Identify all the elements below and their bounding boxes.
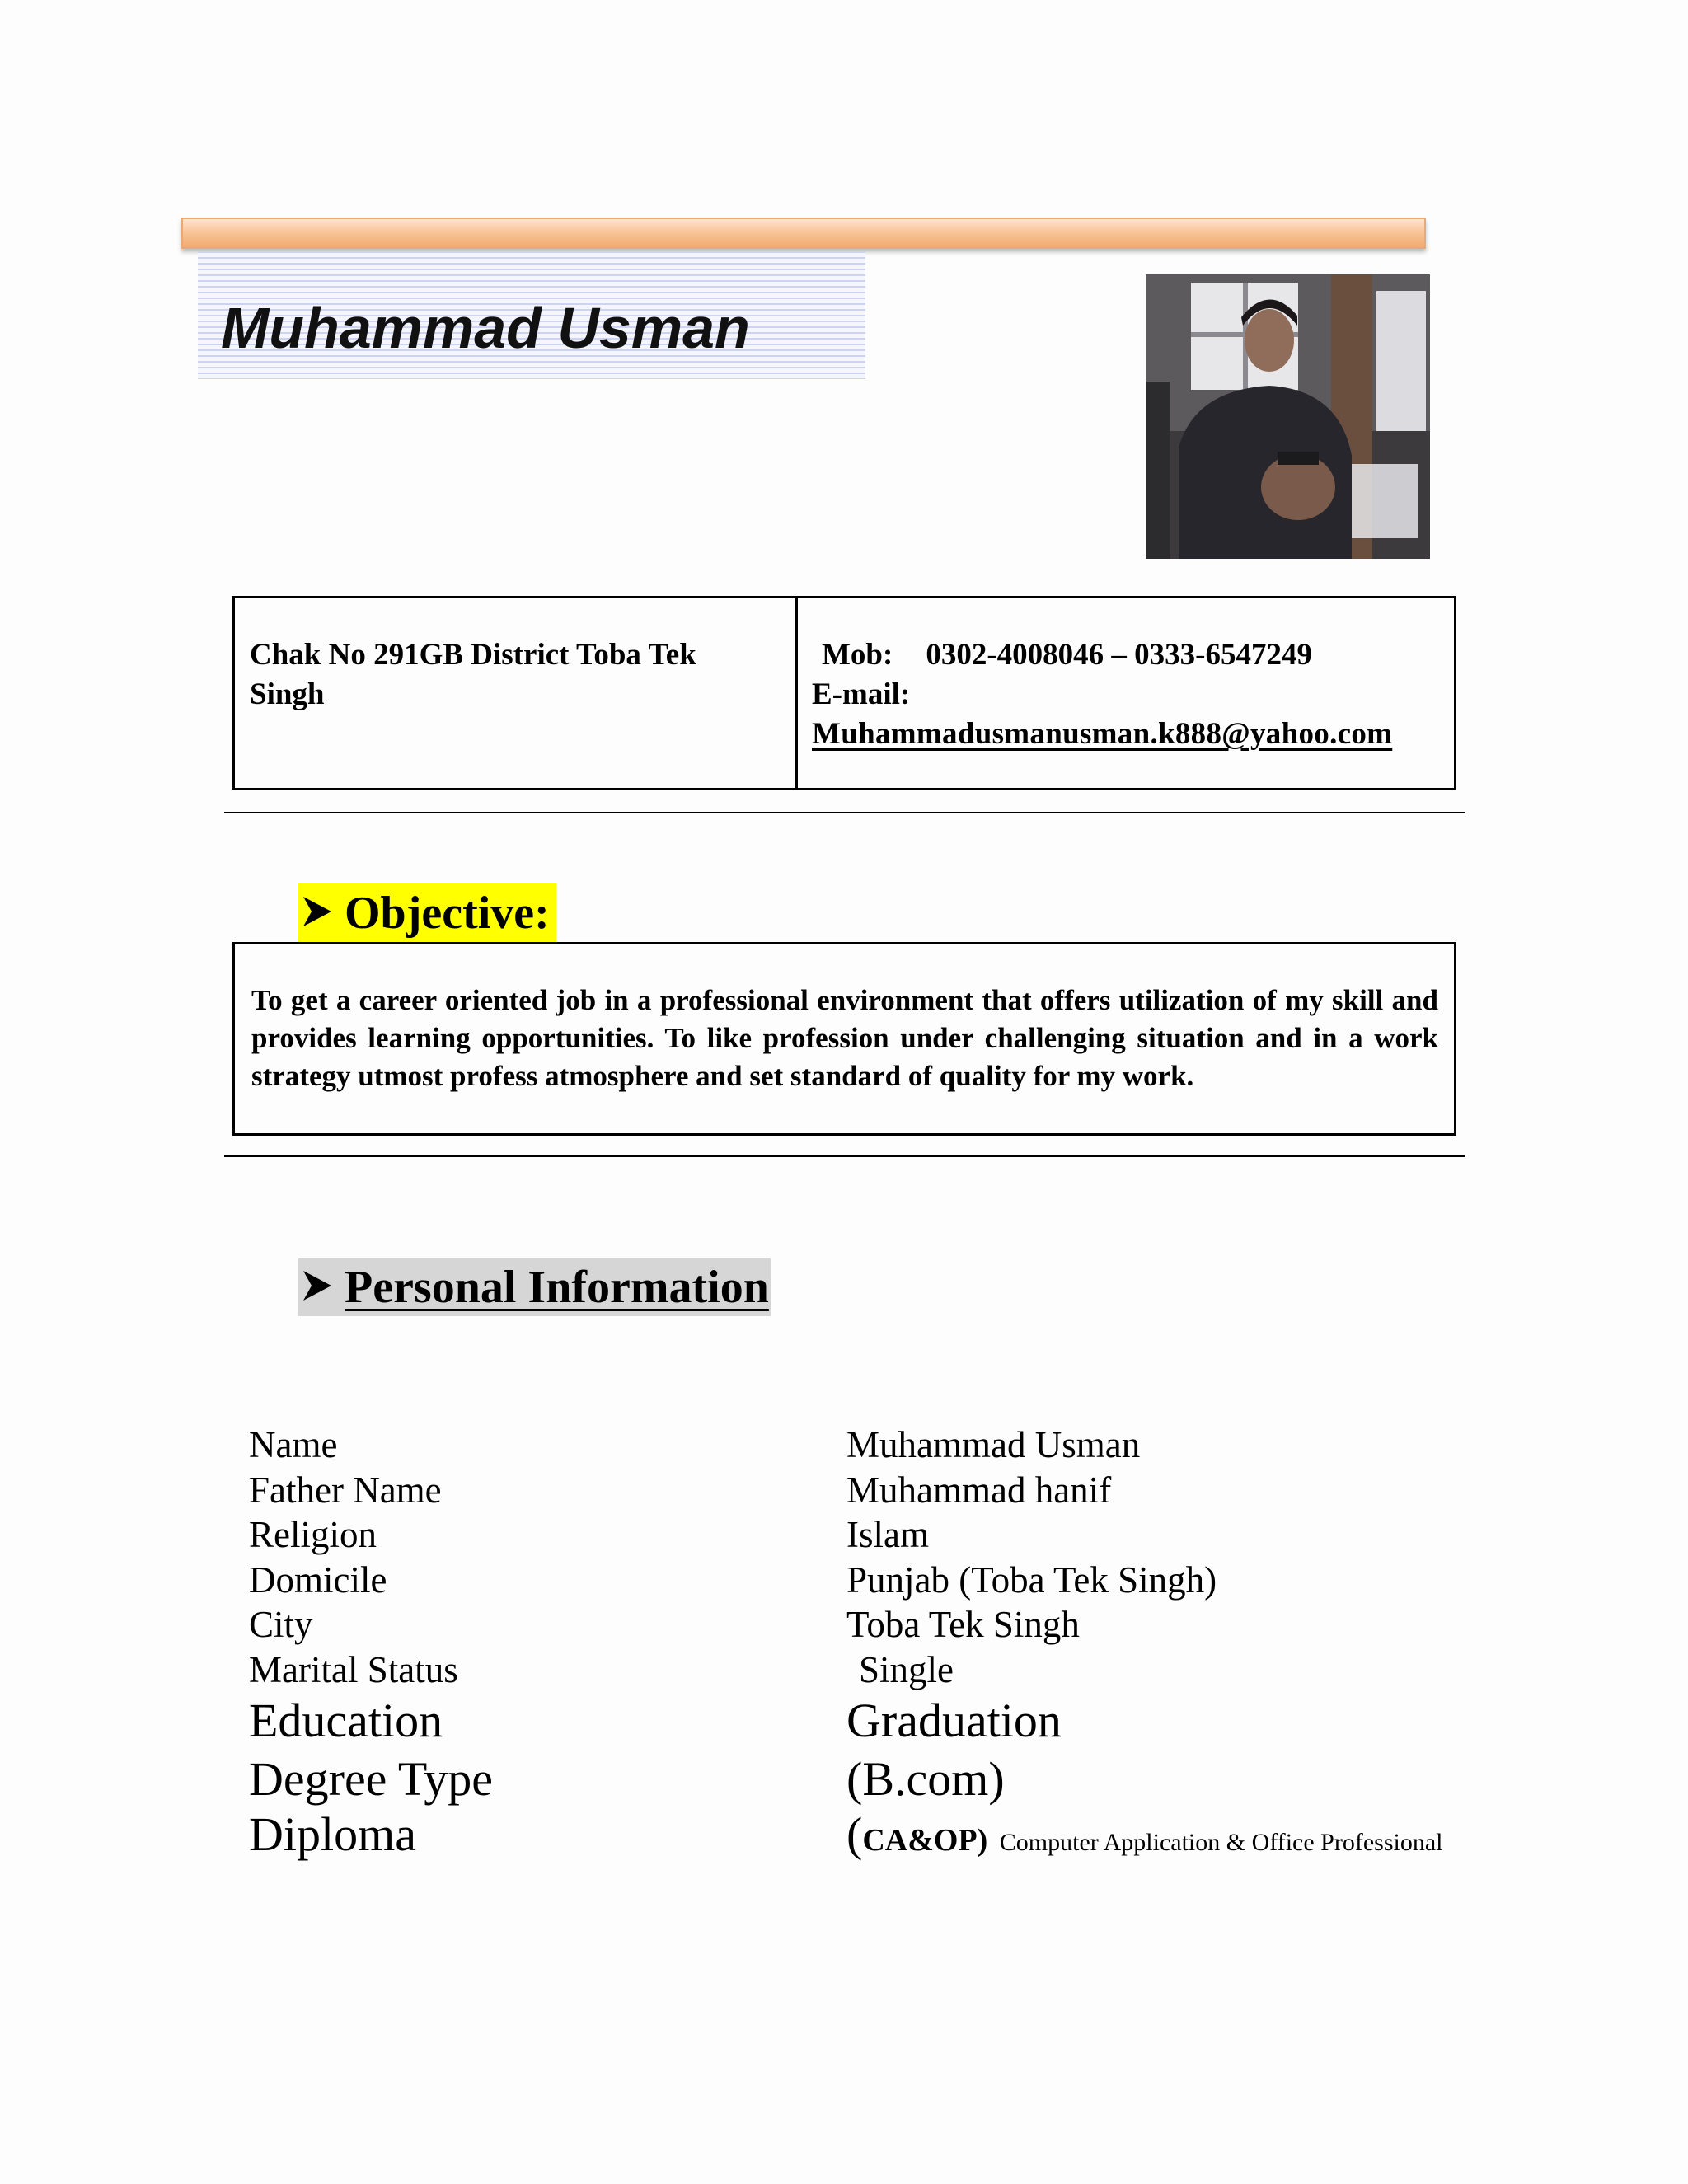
objective-heading-label: Objective: (345, 888, 550, 939)
contact-details (812, 635, 1438, 754)
info-value: Muhammad hanif (846, 1469, 1112, 1511)
candidate-name: Muhammad Usman (221, 296, 750, 360)
arrow-bullet-icon (302, 1261, 333, 1314)
info-row-father-name (249, 1469, 1444, 1514)
info-row-name (249, 1423, 1444, 1469)
email-link[interactable]: Muhammadusmanusman.k888@yahoo.com (812, 717, 1393, 751)
info-row-marital-status (249, 1648, 1444, 1694)
diploma-open-paren: ( (846, 1807, 863, 1861)
mob-label: Mob: (822, 638, 893, 672)
info-row-diploma (249, 1807, 1444, 1864)
info-label: Religion (249, 1514, 377, 1555)
mob-numbers: 0302-4008046 – 0333-6547249 (926, 638, 1312, 672)
info-value: (B.com) (846, 1752, 1005, 1806)
info-label: City (249, 1604, 313, 1645)
info-value: Punjab (Toba Tek Singh) (846, 1559, 1217, 1601)
info-value-diploma (846, 1807, 1442, 1862)
info-label: Domicile (249, 1559, 387, 1601)
header-decorative-bar (181, 218, 1426, 249)
info-value: Graduation (846, 1694, 1062, 1747)
info-label: Education (249, 1694, 443, 1747)
diploma-code: CA&OP) (862, 1823, 988, 1858)
personal-info-heading-label: Personal Information (345, 1262, 769, 1313)
info-label: Marital Status (249, 1649, 458, 1690)
info-row-religion (249, 1513, 1444, 1558)
divider-line (224, 1155, 1465, 1157)
email-label: E-mail: (812, 677, 911, 711)
objective-text: To get a career oriented job in a professional environment that offers utilization of my skill and provides learning opportunities. To like profession under challenging situation and in a work strategy utmost profess atmosphere and set standard of quality for my work. (251, 984, 1438, 1092)
mobile-line (812, 635, 1438, 675)
info-label: Father Name (249, 1469, 442, 1511)
info-row-education (249, 1693, 1444, 1750)
arrow-bullet-icon (302, 887, 333, 940)
contact-divider (795, 598, 798, 788)
info-row-city (249, 1603, 1444, 1648)
info-label: Degree Type (249, 1752, 494, 1806)
diploma-description: Computer Application & Office Professional (999, 1829, 1443, 1856)
info-label: Name (249, 1424, 338, 1465)
contact-box (232, 596, 1456, 790)
address: Chak No 291GB District Toba Tek Singh (250, 638, 696, 711)
info-row-degree-type (249, 1751, 1444, 1809)
info-label: Diploma (249, 1807, 416, 1861)
objective-box (232, 942, 1456, 1136)
info-row-domicile (249, 1558, 1444, 1604)
info-value: Single (859, 1649, 954, 1690)
profile-photo (1146, 274, 1430, 559)
divider-line (224, 812, 1465, 813)
info-value: Toba Tek Singh (846, 1604, 1080, 1645)
info-value: Islam (846, 1514, 929, 1555)
personal-info-heading (298, 1258, 771, 1316)
info-value: Muhammad Usman (846, 1424, 1141, 1465)
objective-heading (298, 883, 556, 943)
